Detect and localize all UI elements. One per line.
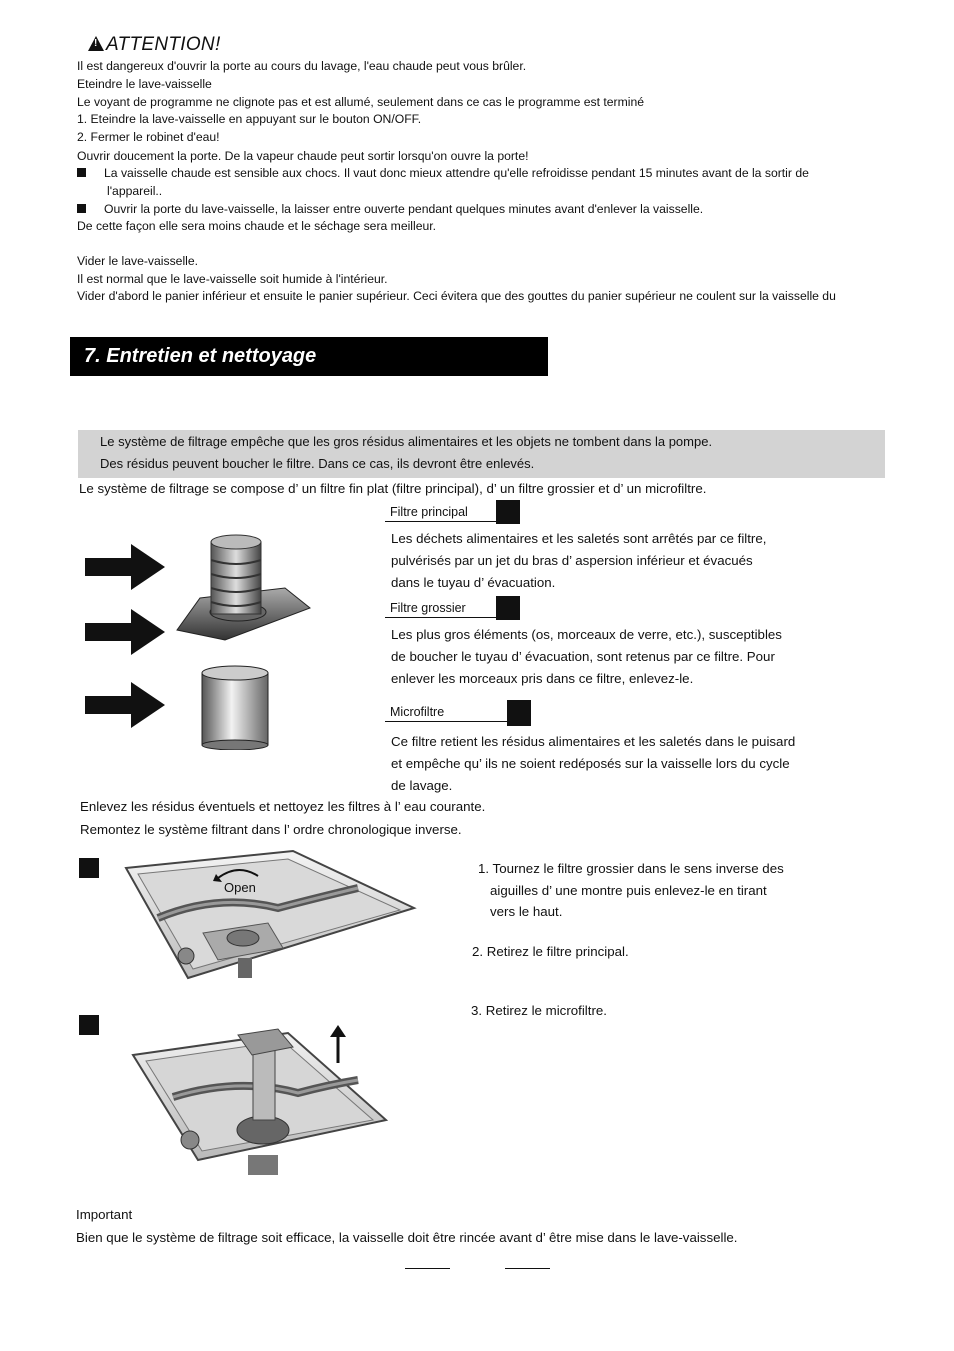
attention-line: Eteindre le lave-vaisselle <box>77 77 212 91</box>
marker-square <box>496 500 520 524</box>
intro-line: Des résidus peuvent boucher le filtre. Dans ce cas, ils devront être enlevés. <box>100 456 535 471</box>
attention-line: Le voyant de programme ne clignote pas et est allumé, seulement dans ce cas le programme est terminé <box>77 95 645 109</box>
attention-line: Ouvrir doucement la porte. De la vapeur chaude peut sortir lorsqu'on ouvre la porte! <box>77 149 529 163</box>
bullet-icon <box>77 168 86 177</box>
step-line: vers le haut. <box>490 904 563 919</box>
filter-desc-line: enlever les morceaux pris dans ce filtre, enlevez-le. <box>391 671 694 686</box>
filter-desc-line: Les plus gros éléments (os, morceaux de verre, etc.), susceptibles <box>391 627 782 642</box>
step-line: aiguilles d’ une montre puis enlevez-le en tirant <box>490 883 767 898</box>
step-line: 1. Tournez le filtre grossier dans le sens inverse des <box>478 861 784 876</box>
step-line: 3. Retirez le microfiltre. <box>471 1003 607 1018</box>
attention-line: 2. Fermer le robinet d'eau! <box>77 130 220 144</box>
section-title: 7. Entretien et nettoyage <box>70 337 548 376</box>
filter-desc-line: de lavage. <box>391 778 453 793</box>
cleaning-line: Remontez le système filtrant dans l’ ordre chronologique inverse. <box>80 822 462 837</box>
empty-line: Vider d'abord le panier inférieur et ensuite le panier supérieur. Ceci évitera que des gouttes du panier supérieur ne coulent sur la vaisselle du <box>77 289 836 303</box>
bullet-item: Ouvrir la porte du lave-vaisselle, la laisser entre ouverte pendant quelques minutes avant d'enlever la vaisselle. <box>77 201 703 218</box>
filter-desc-line: Ce filtre retient les résidus alimentaires et les saletés dans le puisard <box>391 734 796 749</box>
attention-line: 1. Eteindre la lave-vaisselle en appuyant sur le bouton ON/OFF. <box>77 112 422 126</box>
important-title: Important <box>76 1207 133 1222</box>
bullet-item: La vaisselle chaude est sensible aux chocs. Il vaut donc mieux attendre qu'elle refroidisse pendant 15 minutes avant de la sortir de <box>77 165 809 182</box>
arrow-icon <box>85 544 165 590</box>
microfilter-illustration <box>198 665 272 753</box>
intro-line: Le système de filtrage empêche que les gros résidus alimentaires et les objets ne tombent dans la pompe. <box>100 434 713 449</box>
filter-tray-illustration-open <box>118 848 418 986</box>
step-line: 2. Retirez le filtre principal. <box>472 944 629 959</box>
filter-desc-line: pulvérisés par un jet du bras d’ aspersion inférieur et évacués <box>391 553 753 568</box>
filter-desc-line: de boucher le tuyau d’ évacuation, sont retenus par ce filtre. Pour <box>391 649 775 664</box>
filter-tray-illustration-lift <box>128 1025 393 1183</box>
important-text: Bien que le système de filtrage soit efficace, la vaisselle doit être rincée avant d’ être mise dans le lave-vaisselle. <box>76 1230 738 1245</box>
open-label: Open <box>224 880 256 895</box>
arrow-icon <box>85 682 165 728</box>
attention-heading <box>88 34 221 56</box>
attention-line: Il est dangereux d'ouvrir la porte au cours du lavage, l'eau chaude peut vous brûler. <box>77 59 527 73</box>
footer-line <box>505 1268 550 1269</box>
filter-assembly-illustration <box>175 530 325 653</box>
filter-intro-box <box>78 430 885 478</box>
empty-line: Il est normal que le lave-vaisselle soit humide à l'intérieur. <box>77 272 388 286</box>
warning-icon <box>88 36 104 51</box>
arrow-icon <box>85 609 165 655</box>
cleaning-line: Enlevez les résidus éventuels et nettoyez les filtres à l’ eau courante. <box>80 799 486 814</box>
step-marker <box>79 1015 99 1035</box>
filter-composition: Le système de filtrage se compose d’ un filtre fin plat (filtre principal), d’ un filtre grossier et d’ un microfiltre. <box>79 481 707 496</box>
filter-desc-line: dans le tuyau d’ évacuation. <box>391 575 556 590</box>
filter-desc-line: Les déchets alimentaires et les saletés sont arrêtés par ce filtre, <box>391 531 767 546</box>
bullet-item-continued: l'appareil.. <box>107 184 163 198</box>
marker-square <box>496 596 520 620</box>
empty-line: Vider le lave-vaisselle. <box>77 254 199 268</box>
attention-line: De cette façon elle sera moins chaude et le séchage sera meilleur. <box>77 219 437 233</box>
filter-label-micro: Microfiltre <box>385 700 531 722</box>
footer-line <box>405 1268 450 1269</box>
filter-label-main: Filtre principal <box>385 500 520 522</box>
filter-label-coarse: Filtre grossier <box>385 596 520 618</box>
bullet-icon <box>77 204 86 213</box>
attention-title: ATTENTION! <box>106 34 221 55</box>
step-marker <box>79 858 99 878</box>
marker-square <box>507 700 531 726</box>
filter-desc-line: et empêche qu’ ils ne soient redéposés sur la vaisselle lors du cycle <box>391 756 790 771</box>
